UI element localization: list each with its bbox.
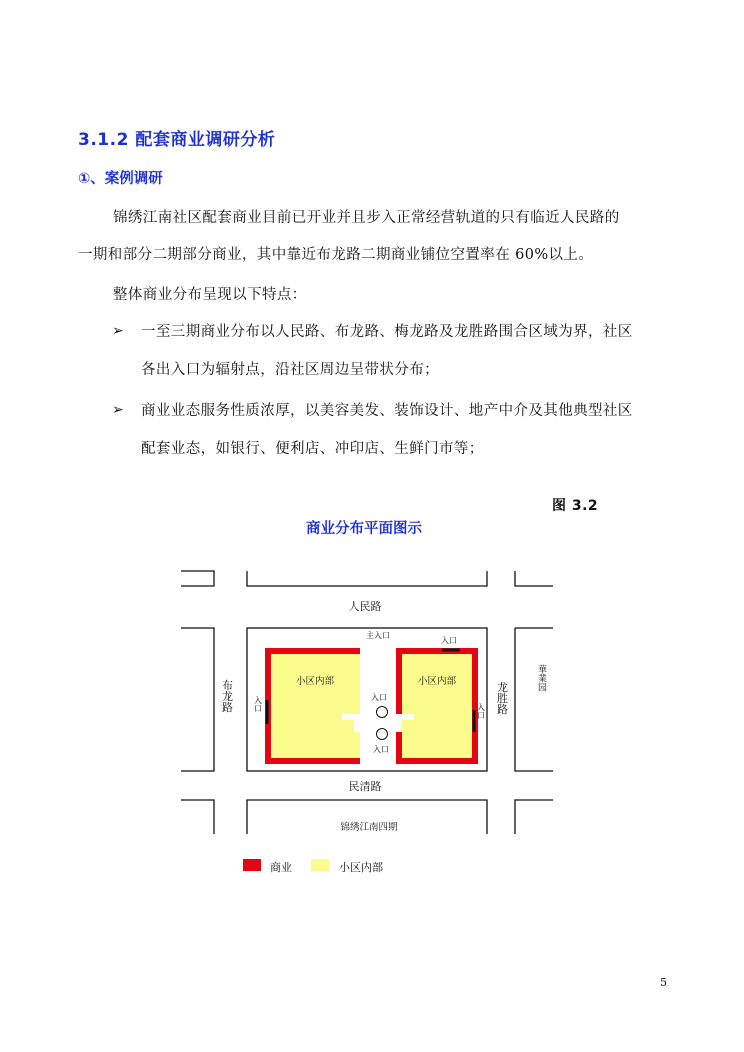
legend-label-commercial: 商业 — [270, 861, 292, 874]
entrance-label-right: 入口 — [476, 703, 486, 719]
entrance-label: 入口 — [371, 693, 387, 702]
entrance-label: 入口 — [373, 745, 389, 754]
road-label-bottom: 民清路 — [348, 780, 382, 793]
bullet-arrow-icon: ➢ — [112, 402, 124, 418]
bullet-line: 商业业态服务性质浓厚，以美容美发、装饰设计、地产中介及其他典型社区 — [141, 403, 633, 419]
entrance-node — [377, 729, 388, 740]
paragraph-line: 一期和部分二期部分商业，其中靠近布龙路二期商业铺位空置率在 60%以上。 — [78, 247, 594, 263]
entrance-label: 入口 — [441, 636, 457, 645]
section-title: 3.1.2 配套商业调研分析 — [78, 130, 276, 150]
paragraph-line: 锦绣江南社区配套商业目前已开业并且步入正常经营轨道的只有临近人民路的 — [113, 210, 620, 226]
interior-label-right: 小区内部 — [417, 676, 457, 687]
figure-title: 商业分布平面图示 — [306, 521, 422, 537]
legend-swatch-commercial — [243, 859, 261, 871]
road-label-top: 人民路 — [348, 600, 382, 613]
page-number: 5 — [660, 976, 667, 989]
subsection-title: ①、案例调研 — [78, 171, 163, 187]
interior-block-left — [271, 654, 360, 758]
paragraph-line: 整体商业分布呈现以下特点： — [113, 287, 307, 303]
bullet-arrow-icon: ➢ — [112, 323, 124, 339]
bullet-line: 一至三期商业分布以人民路、布龙路、梅龙路及龙胜路围合区域为界，社区 — [141, 324, 633, 340]
figure-label: 图 3.2 — [552, 498, 599, 514]
road-label-left: 布龙路 — [220, 679, 234, 713]
interior-label-left: 小区内部 — [295, 676, 335, 687]
road-label-right: 龙胜路 — [495, 681, 509, 715]
block-label-bottom: 锦绣江南四期 — [340, 822, 398, 833]
bullet-line: 各出入口为辐射点，沿社区周边呈带状分布； — [141, 362, 439, 378]
entrance-node — [377, 707, 388, 718]
interior-block-right — [402, 654, 472, 758]
main-entrance-label: 主入口 — [366, 631, 390, 640]
site-plan-map — [178, 566, 558, 838]
entrance-label-left: 入口 — [253, 696, 263, 712]
building-label-right: 華業园 — [536, 664, 546, 692]
legend-label-interior: 小区内部 — [339, 861, 383, 874]
bullet-line: 配套业态，如银行、便利店、冲印店、生鲜门市等； — [141, 441, 484, 457]
legend-swatch-interior — [311, 859, 329, 871]
